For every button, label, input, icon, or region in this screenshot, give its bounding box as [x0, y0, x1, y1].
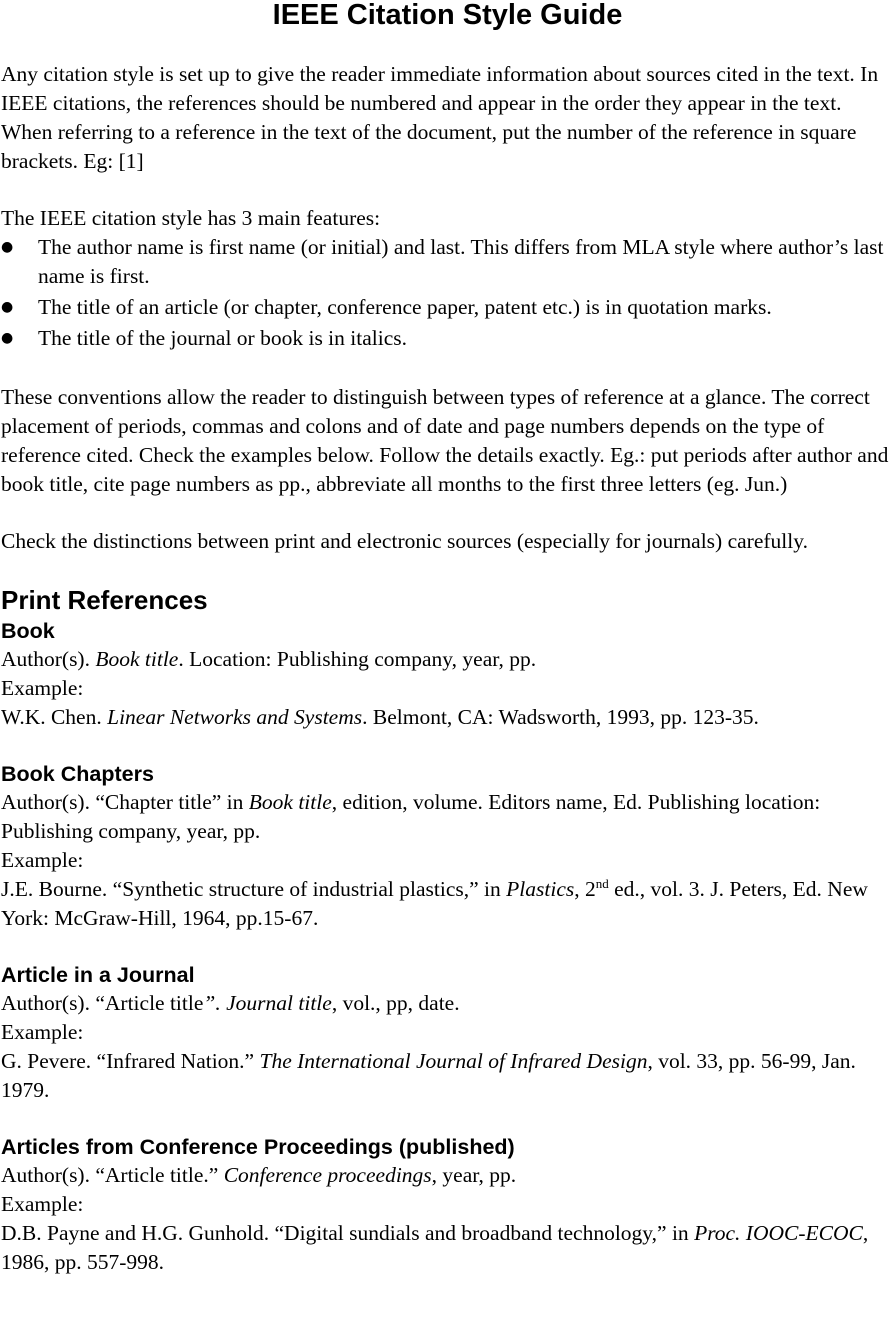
features-list: [1, 233, 894, 353]
feature-text: The title of the journal or book is in italics.: [38, 326, 408, 350]
journal-heading: Article in a Journal: [1, 963, 195, 987]
journal-format: Author(s). “Article title”. Journal title, vol., pp, date.: [1, 991, 460, 1015]
features-lead: The IEEE citation style has 3 main features:: [1, 206, 381, 230]
book-format: Author(s). Book title. Location: Publishing company, year, pp.: [1, 647, 537, 671]
distinctions-paragraph: Check the distinctions between print and electronic sources (especially for journals) carefully.: [1, 529, 808, 553]
conventions-paragraph: These conventions allow the reader to distinguish between types of reference at a glance. The correct placement of periods, commas and colons and of date and page numbers depends on the type of reference cited. Check the examples below. Follow the details exactly. Eg.: put periods after author and book title, cite page numbers as pp., abbreviate all months to the first three letters (eg. Jun.): [1, 385, 889, 496]
feature-text: The title of an article (or chapter, conference paper, patent etc.) is in quotation marks.: [38, 295, 772, 319]
example-label: Example:: [1, 1192, 84, 1216]
print-references-heading: Print References: [1, 585, 208, 615]
feature-text: The author name is first name (or initial) and last. This differs from MLA style where author’s last name is first.: [38, 235, 884, 288]
bullet-icon: ●: [1, 239, 14, 255]
conference-format: Author(s). “Article title.” Conference proceedings, year, pp.: [1, 1163, 517, 1187]
chapters-format: Author(s). “Chapter title” in Book title, edition, volume. Editors name, Ed. Publishing location: Publishing company, year, pp.: [1, 790, 821, 843]
bullet-icon: ●: [1, 299, 14, 315]
bullet-icon: ●: [1, 330, 14, 346]
page-title: IEEE Citation Style Guide: [272, 0, 623, 31]
conference-heading: Articles from Conference Proceedings (published): [1, 1135, 515, 1159]
list-item: [1, 324, 894, 353]
book-example: W.K. Chen. Linear Networks and Systems. Belmont, CA: Wadsworth, 1993, pp. 123-35.: [1, 705, 759, 729]
list-item: [1, 233, 894, 291]
list-item: [1, 293, 894, 322]
example-label: Example:: [1, 676, 84, 700]
intro-paragraph: Any citation style is set up to give the reader immediate information about sources cited in the text. In IEEE citations, the references should be numbered and appear in the order they appear in the text. When referring to a reference in the text of the document, put the number of the reference in square brackets. Eg: [1]: [1, 62, 879, 173]
conference-example: D.B. Payne and H.G. Gunhold. “Digital sundials and broadband technology,” in Proc. IOOC-ECOC, 1986, pp. 557-998.: [1, 1221, 869, 1274]
journal-example: G. Pevere. “Infrared Nation.” The International Journal of Infrared Design, vol. 33, pp. 56-99, Jan. 1979.: [1, 1049, 856, 1102]
book-heading: Book: [1, 619, 55, 643]
example-label: Example:: [1, 1020, 84, 1044]
example-label: Example:: [1, 848, 84, 872]
document-page: [1, 0, 894, 1277]
chapters-example: J.E. Bourne. “Synthetic structure of industrial plastics,” in Plastics, 2nd ed., vol. 3. J. Peters, Ed. New York: McGraw-Hill, 1964, pp.15-67.: [1, 875, 868, 930]
book-chapters-heading: Book Chapters: [1, 762, 154, 786]
